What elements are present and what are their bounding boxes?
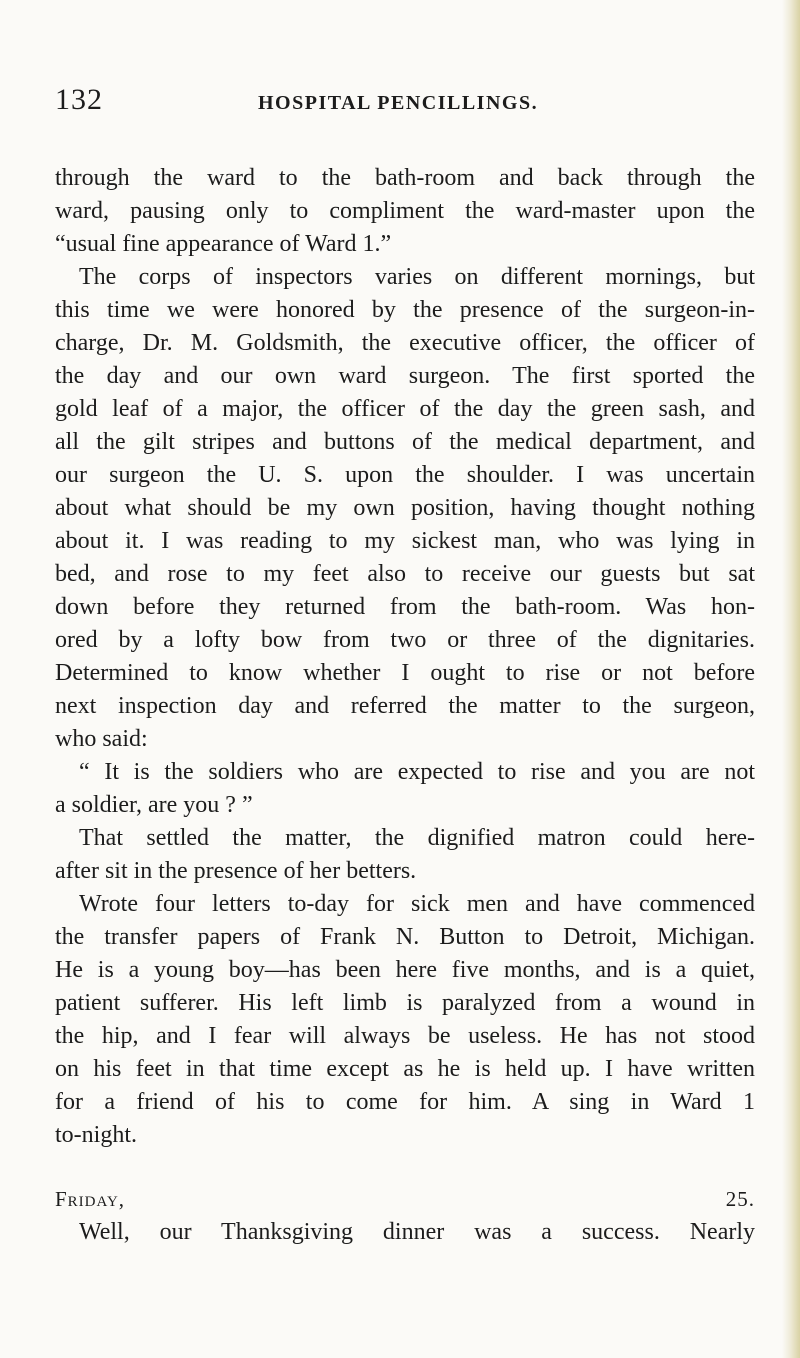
text-line: patient sufferer. His left limb is paralyzed from a wound in [55,990,755,1016]
text-line: charge, Dr. M. Goldsmith, the executive officer, the officer of [55,330,755,356]
book-page [55,82,755,1249]
page-edge [782,0,800,1358]
text-line: about it. I was reading to my sickest man, who was lying in [55,528,755,554]
paragraph [55,261,755,756]
paragraph [55,1216,755,1249]
text-line: about what should be my own position, having thought nothing [55,495,755,521]
text-line: the hip, and I fear will always be useless. He has not stood [55,1023,755,1049]
text-line: Well, our Thanksgiving dinner was a success. Nearly [79,1219,755,1245]
text-line: our surgeon the U. S. upon the shoulder. I was uncertain [55,462,755,488]
text-line: next inspection day and referred the matter to the surgeon, [55,693,755,719]
text-line: “usual fine appearance of Ward 1.” [55,231,392,257]
text-line: “ It is the soldiers who are expected to rise and you are not [79,759,755,785]
text-line: ward, pausing only to compliment the ward-master upon the [55,198,755,224]
text-line: gold leaf of a major, the officer of the day the green sash, and [55,396,755,422]
text-line: The corps of inspectors varies on different mornings, but [79,264,755,290]
text-line: on his feet in that time except as he is held up. I have written [55,1056,755,1082]
text-line: for a friend of his to come for him. A sing in Ward 1 [55,1089,755,1115]
text-line: Determined to know whether I ought to rise or not before [55,660,755,686]
text-line: the transfer papers of Frank N. Button to Detroit, Michigan. [55,924,755,950]
text-line: through the ward to the bath-room and back through the [55,165,755,191]
body-text [55,162,755,1249]
text-line: Wrote four letters to-day for sick men and have commenced [79,891,755,917]
dateline: Friday, 25. [55,1187,755,1211]
paragraph [55,162,755,261]
text-line: a soldier, are you ? ” [55,792,253,818]
paragraph [55,756,755,822]
text-line: the day and our own ward surgeon. The first sported the [55,363,755,389]
text-line: bed, and rose to my feet also to receive our guests but sat [55,561,755,587]
paragraph [55,888,755,1152]
text-line: this time we were honored by the presence of the surgeon-in- [55,297,755,323]
text-line: who said: [55,726,148,752]
text-line: after sit in the presence of her betters. [55,858,417,884]
text-line: to-night. [55,1122,137,1148]
paragraph [55,822,755,888]
running-head: HOSPITAL PENCILLINGS. [258,92,539,114]
text-line: all the gilt stripes and buttons of the medical department, and [55,429,755,455]
text-line: He is a young boy—has been here five months, and is a quiet, [55,957,755,983]
text-line: down before they returned from the bath-room. Was hon- [55,594,755,620]
text-line: ored by a lofty bow from two or three of the dignitaries. [55,627,755,653]
page-header [55,82,755,122]
text-line: That settled the matter, the dignified matron could here- [79,825,755,851]
page-number: 132 [55,83,103,116]
